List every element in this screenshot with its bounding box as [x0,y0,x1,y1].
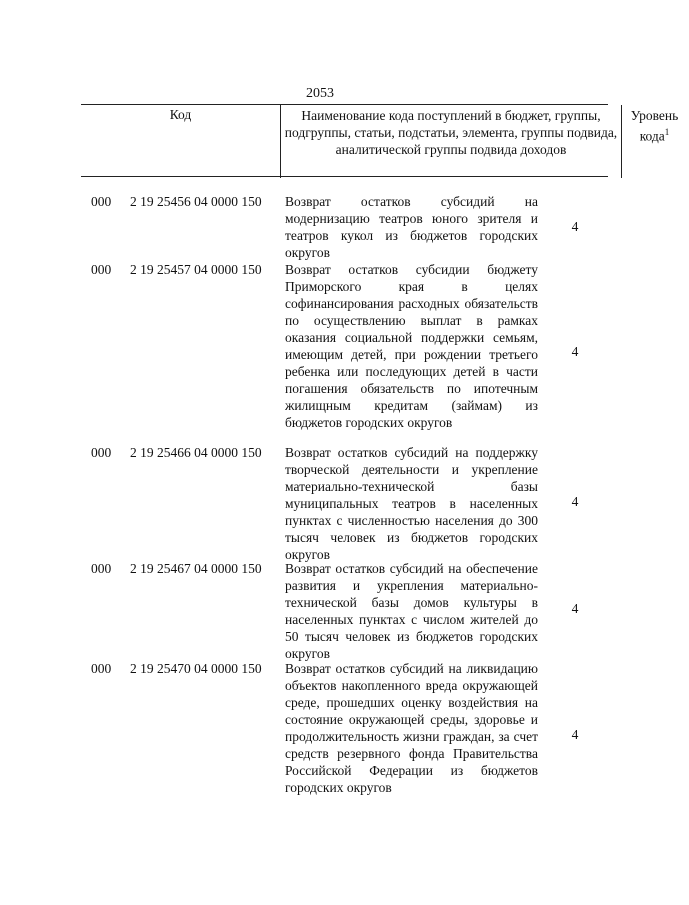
row-level: 4 [571,344,579,359]
row-level: 4 [571,494,579,509]
row-level: 4 [571,219,579,234]
row-description: Возврат остатков субсидий на поддержку творческой деятельности и укрепление материально-технической базы муниципальных театров в населенных пунктах с численностью населения до 300 тысяч человек из бюджетов городских округов [285,445,538,562]
row-prefix: 000 [91,561,112,576]
row-prefix: 000 [91,661,112,676]
row-code: 2 19 25457 04 0000 150 [130,262,262,277]
row-prefix: 000 [91,262,112,277]
row-code: 2 19 25470 04 0000 150 [130,661,262,676]
header-name: Наименование кода поступлений в бюджет, группы, подгруппы, статьи, подстатьи, элемента, группы подвида, аналитической группы подвида доходов [280,105,622,178]
row-description: Возврат остатков субсидий на обеспечение развития и укрепления материально-технической базы домов культуры в населенных пунктах с числом жителей до 50 тысяч человек из бюджетов городских округов [285,561,538,661]
header-level-footnote: 1 [664,127,670,137]
row-code: 2 19 25466 04 0000 150 [130,445,262,460]
header-level-label: Уровень кода [630,108,679,144]
row-code: 2 19 25467 04 0000 150 [130,561,262,576]
row-description: Возврат остатков субсидий на модернизацию театров юного зрителя и театров кукол из бюджетов городских округов [285,194,538,260]
header-level [620,105,689,178]
table-header [81,104,679,177]
row-level: 4 [571,601,579,616]
row-prefix: 000 [91,445,112,460]
row-description: Возврат остатков субсидий на ликвидацию объектов накопленного вреда окружающей среде, прошедших оценку воздействия на состояние окружающей среды, здоровье и продолжительность жизни граждан, за счет средств резервного фонда Правительства Российской Федерации из бюджетов городских округов [285,661,538,795]
header-code: Код [169,107,192,122]
row-prefix: 000 [91,194,112,209]
row-code: 2 19 25456 04 0000 150 [130,194,262,209]
page-number: 2053 [306,86,334,101]
row-description: Возврат остатков субсидии бюджету Приморского края в целях софинансирования расходных обязательств по осуществлению выплат в рамках оказания социальной поддержки семьям, имеющим детей, при рождении третьего ребенка или последующих детей в части погашения обязательств по ипотечным жилищным кредитам (займам) из бюджетов городских округов [285,262,538,430]
row-level: 4 [571,727,579,742]
